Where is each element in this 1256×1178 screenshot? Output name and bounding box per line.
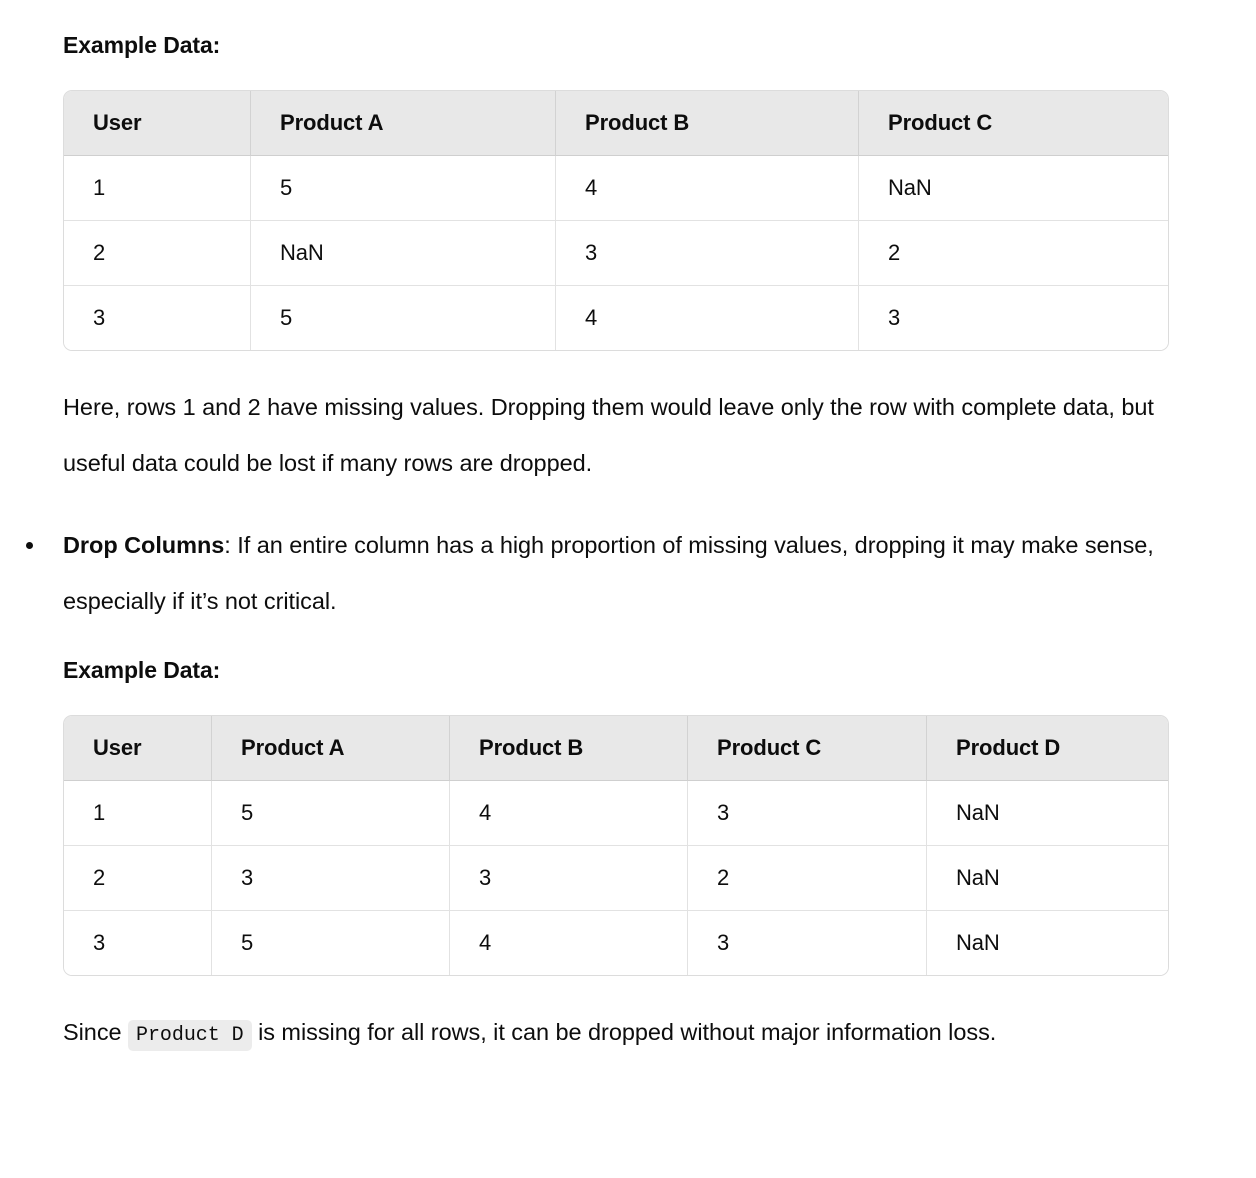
table-cell: NaN <box>927 846 1168 911</box>
table-cell: 2 <box>64 221 251 286</box>
table-row <box>64 846 1168 911</box>
example-data-table-two <box>63 715 1169 976</box>
table-cell: 3 <box>688 911 927 975</box>
table-cell: 5 <box>212 781 450 846</box>
table-one-col-product-b: Product B <box>556 91 859 156</box>
table-cell: 5 <box>251 286 556 350</box>
table-cell: 3 <box>688 781 927 846</box>
table-row <box>64 221 1168 286</box>
table-cell: 4 <box>556 156 859 221</box>
final-paragraph <box>0 1004 1256 1064</box>
table-two-col-product-a: Product A <box>212 716 450 781</box>
table-cell: NaN <box>859 156 1168 221</box>
table-one-wrapper <box>0 90 1256 351</box>
table-cell: NaN <box>927 911 1168 975</box>
table-cell: 4 <box>450 781 688 846</box>
inline-code-product-d: Product D <box>128 1020 252 1051</box>
example-data-heading-1: Example Data: <box>63 32 221 58</box>
table-cell: 4 <box>450 911 688 975</box>
table-cell: 2 <box>859 221 1168 286</box>
spacer-heading-table-1 <box>0 60 1256 90</box>
table-row <box>64 911 1168 975</box>
spacer-bullet-heading <box>0 629 1256 655</box>
table-cell: 3 <box>859 286 1168 350</box>
table-cell: 3 <box>64 286 251 350</box>
table-cell: 5 <box>251 156 556 221</box>
table-two-col-user: User <box>64 716 212 781</box>
final-paragraph-prefix: Since <box>63 1019 129 1045</box>
table-cell: 3 <box>450 846 688 911</box>
table-row <box>64 156 1168 221</box>
table-one-header-row <box>64 91 1168 156</box>
table-cell: 3 <box>212 846 450 911</box>
table-one-col-product-c: Product C <box>859 91 1168 156</box>
table-cell: 1 <box>64 781 212 846</box>
table-two-col-product-d: Product D <box>927 716 1168 781</box>
table-two-header-row <box>64 716 1168 781</box>
paragraph-after-table-one: Here, rows 1 and 2 have missing values. Dropping them would leave only the row with complete data, but useful data could be lost if many rows are dropped. <box>63 394 1154 476</box>
spacer-table-two-paragraph <box>0 976 1256 1004</box>
table-cell: 5 <box>212 911 450 975</box>
bullet-body-text: : If an entire column has a high proportion of missing values, dropping it may make sense, especially if it’s not critical. <box>63 532 1154 614</box>
table-cell: NaN <box>927 781 1168 846</box>
drop-strategies-list <box>0 517 1256 629</box>
table-row <box>64 286 1168 350</box>
table-cell: 3 <box>556 221 859 286</box>
table-two-col-product-b: Product B <box>450 716 688 781</box>
table-cell: NaN <box>251 221 556 286</box>
table-cell: 4 <box>556 286 859 350</box>
spacer-table-paragraph <box>0 351 1256 379</box>
table-cell: 1 <box>64 156 251 221</box>
list-item <box>0 517 1256 629</box>
table-two-wrapper <box>0 715 1256 976</box>
table-row <box>64 781 1168 846</box>
example-data-heading-2: Example Data: <box>63 657 221 683</box>
spacer-paragraph-bullet <box>0 491 1256 517</box>
table-cell: 3 <box>64 911 212 975</box>
table-cell: 2 <box>688 846 927 911</box>
spacer-heading-table-2 <box>0 685 1256 715</box>
table-one-col-user: User <box>64 91 251 156</box>
table-cell: 2 <box>64 846 212 911</box>
final-paragraph-suffix: is missing for all rows, it can be dropped without major information loss. <box>251 1019 997 1045</box>
bullet-lead-label: Drop Columns <box>63 532 225 558</box>
table-two-col-product-c: Product C <box>688 716 927 781</box>
spacer-top <box>0 0 1256 30</box>
example-data-table-one <box>63 90 1169 351</box>
table-one-col-product-a: Product A <box>251 91 556 156</box>
